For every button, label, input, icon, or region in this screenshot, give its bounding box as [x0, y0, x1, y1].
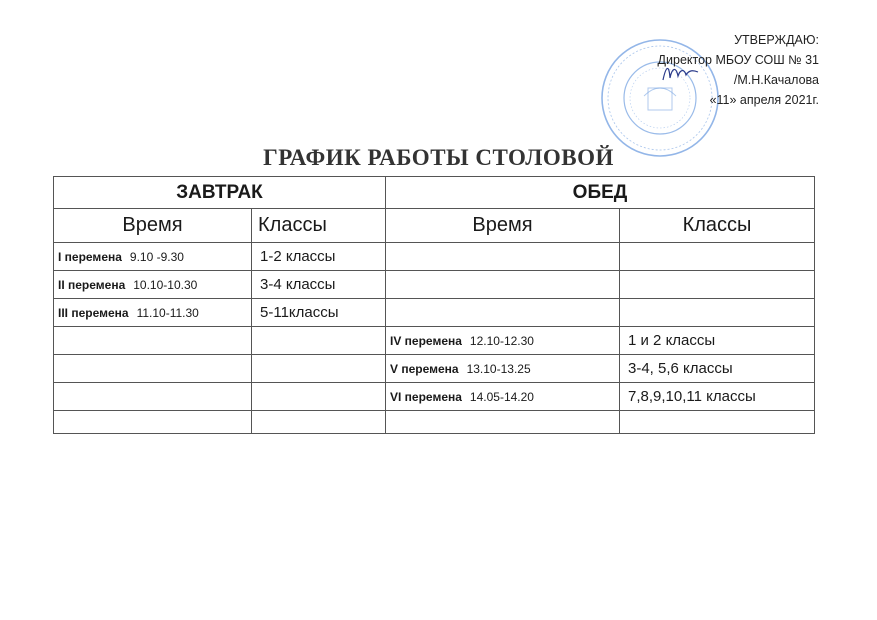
col-header-lunch-time: Время	[386, 209, 620, 243]
breakfast-time-cell	[54, 327, 252, 355]
breakfast-period-label: II перемена	[58, 277, 126, 292]
breakfast-time-range: 10.10-10.30	[133, 277, 198, 292]
table-row	[54, 243, 815, 271]
breakfast-classes-cell: 5-11классы	[252, 299, 386, 327]
section-header-row	[54, 177, 815, 209]
breakfast-classes-cell: 3-4 классы	[252, 271, 386, 299]
breakfast-time-cell	[54, 411, 252, 434]
col-header-breakfast-time: Время	[54, 209, 252, 243]
lunch-time-cell	[386, 243, 620, 271]
breakfast-header: ЗАВТРАК	[54, 177, 386, 209]
lunch-time-cell	[386, 411, 620, 434]
lunch-time-cell	[386, 355, 620, 383]
lunch-time-range: 12.10-12.30	[469, 333, 534, 348]
breakfast-time-cell	[54, 271, 252, 299]
approval-signer: /М.Н.Качалова	[733, 73, 819, 87]
col-header-lunch-classes: Классы	[620, 209, 815, 243]
breakfast-time-range: 11.10-11.30	[136, 305, 199, 320]
lunch-time-cell	[386, 327, 620, 355]
approval-heading: УТВЕРЖДАЮ:	[734, 33, 819, 47]
table-row	[54, 271, 815, 299]
table-row	[54, 299, 815, 327]
breakfast-time-range: 9.10 -9.30	[129, 249, 184, 264]
table-row	[54, 327, 815, 355]
table-row	[54, 383, 815, 411]
lunch-classes-cell	[620, 271, 815, 299]
column-header-row	[54, 209, 815, 243]
lunch-time-cell	[386, 271, 620, 299]
breakfast-classes-cell: 1-2 классы	[252, 243, 386, 271]
lunch-time-range: 13.10-13.25	[466, 361, 531, 376]
lunch-header: ОБЕД	[386, 177, 815, 209]
lunch-period-label: IV перемена	[390, 333, 462, 348]
approval-position: Директор МБОУ СОШ № 31	[657, 53, 819, 67]
breakfast-time-cell	[54, 383, 252, 411]
col-header-breakfast-classes: Классы	[252, 209, 386, 243]
lunch-classes-cell	[620, 299, 815, 327]
breakfast-classes-cell	[252, 355, 386, 383]
lunch-time-cell	[386, 299, 620, 327]
breakfast-classes-cell	[252, 383, 386, 411]
schedule-rows	[54, 243, 815, 434]
lunch-time-range: 14.05-14.20	[469, 389, 534, 404]
lunch-classes-cell: 1 и 2 классы	[620, 327, 815, 355]
lunch-classes-cell	[620, 243, 815, 271]
breakfast-classes-cell	[252, 411, 386, 434]
canteen-schedule-table	[53, 176, 815, 434]
table-row	[54, 411, 815, 434]
breakfast-time-cell	[54, 299, 252, 327]
lunch-time-cell	[386, 383, 620, 411]
breakfast-period-label: III перемена	[58, 305, 129, 320]
lunch-period-label: V перемена	[390, 361, 459, 376]
breakfast-classes-cell	[252, 327, 386, 355]
lunch-classes-cell: 7,8,9,10,11 классы	[620, 383, 815, 411]
breakfast-period-label: I перемена	[58, 249, 122, 264]
document-title: ГРАФИК РАБОТЫ СТОЛОВОЙ	[263, 145, 614, 170]
breakfast-time-cell	[54, 355, 252, 383]
table-row	[54, 355, 815, 383]
lunch-period-label: VI перемена	[390, 389, 462, 404]
breakfast-time-cell	[54, 243, 252, 271]
lunch-classes-cell	[620, 411, 815, 434]
approval-block	[658, 30, 819, 110]
approval-date: «11» апреля 2021г.	[709, 93, 819, 107]
lunch-classes-cell: 3-4, 5,6 классы	[620, 355, 815, 383]
